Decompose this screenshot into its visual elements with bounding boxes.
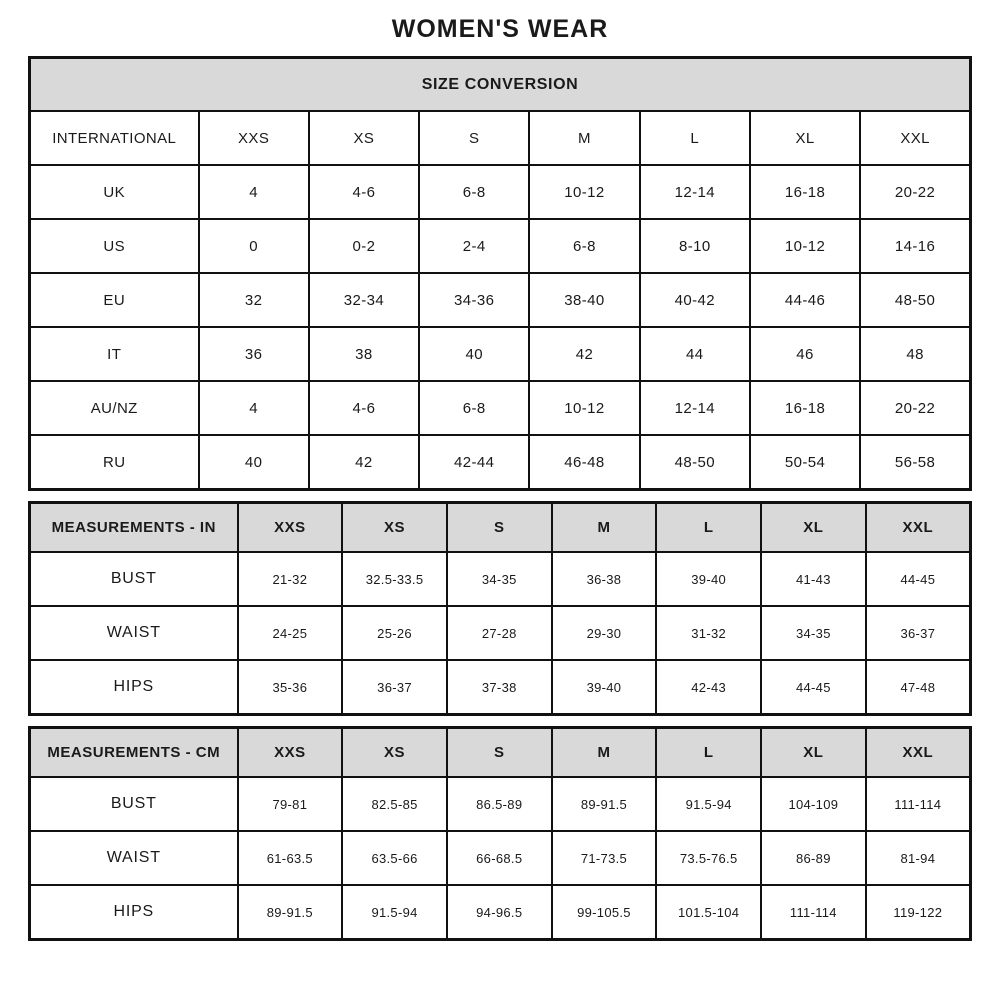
column-header-cell: INTERNATIONAL <box>30 111 199 165</box>
size-value-cell: 0-2 <box>309 219 419 273</box>
measurement-value-cell: 94-96.5 <box>447 885 552 940</box>
measurement-value-cell: 35-36 <box>238 660 343 715</box>
measurement-value-cell: 111-114 <box>761 885 866 940</box>
region-label: EU <box>30 273 199 327</box>
measurements-in-header-row <box>30 503 971 553</box>
measurement-value-cell: 101.5-104 <box>656 885 761 940</box>
size-value-cell: 40 <box>419 327 529 381</box>
measurement-value-cell: 63.5-66 <box>342 831 447 885</box>
size-conversion-table <box>28 56 972 491</box>
column-header-cell: XS <box>342 728 447 778</box>
size-value-cell: 6-8 <box>419 165 529 219</box>
size-value-cell: 16-18 <box>750 381 860 435</box>
measurements-cm-table <box>28 726 972 941</box>
row-us <box>30 219 971 273</box>
measurement-value-cell: 73.5-76.5 <box>656 831 761 885</box>
measurement-value-cell: 82.5-85 <box>342 777 447 831</box>
size-value-cell: 32-34 <box>309 273 419 327</box>
measurement-value-cell: 41-43 <box>761 552 866 606</box>
measurement-value-cell: 119-122 <box>866 885 971 940</box>
column-header-cell: L <box>656 503 761 553</box>
row-hips-cm <box>30 885 971 940</box>
measurement-value-cell: 71-73.5 <box>552 831 657 885</box>
measurement-value-cell: 24-25 <box>238 606 343 660</box>
size-value-cell: 12-14 <box>640 381 750 435</box>
measurement-label: WAIST <box>30 831 238 885</box>
column-header-cell: S <box>419 111 529 165</box>
row-aunz <box>30 381 971 435</box>
column-header-cell: M <box>552 728 657 778</box>
measurement-value-cell: 81-94 <box>866 831 971 885</box>
size-conversion-header-row <box>30 111 971 165</box>
size-value-cell: 10-12 <box>529 165 639 219</box>
measurement-value-cell: 86-89 <box>761 831 866 885</box>
measurement-value-cell: 39-40 <box>656 552 761 606</box>
measurements-in-header-cell: MEASUREMENTS - IN <box>30 503 238 553</box>
row-bust-cm <box>30 777 971 831</box>
column-header-cell: XXL <box>860 111 970 165</box>
size-value-cell: 42-44 <box>419 435 529 490</box>
measurement-value-cell: 86.5-89 <box>447 777 552 831</box>
measurement-value-cell: 61-63.5 <box>238 831 343 885</box>
measurement-value-cell: 99-105.5 <box>552 885 657 940</box>
size-value-cell: 44 <box>640 327 750 381</box>
measurement-value-cell: 44-45 <box>761 660 866 715</box>
size-value-cell: 46 <box>750 327 860 381</box>
measurement-value-cell: 111-114 <box>866 777 971 831</box>
region-label: AU/NZ <box>30 381 199 435</box>
size-value-cell: 42 <box>309 435 419 490</box>
size-value-cell: 12-14 <box>640 165 750 219</box>
size-value-cell: 38-40 <box>529 273 639 327</box>
measurement-value-cell: 44-45 <box>866 552 971 606</box>
size-value-cell: 4 <box>199 381 309 435</box>
measurement-value-cell: 79-81 <box>238 777 343 831</box>
region-label: US <box>30 219 199 273</box>
size-value-cell: 0 <box>199 219 309 273</box>
measurement-value-cell: 104-109 <box>761 777 866 831</box>
region-label: IT <box>30 327 199 381</box>
size-value-cell: 4-6 <box>309 381 419 435</box>
measurement-value-cell: 27-28 <box>447 606 552 660</box>
column-header-cell: L <box>640 111 750 165</box>
column-header-cell: XXS <box>238 728 343 778</box>
region-label: UK <box>30 165 199 219</box>
size-value-cell: 48-50 <box>860 273 970 327</box>
size-value-cell: 50-54 <box>750 435 860 490</box>
row-it <box>30 327 971 381</box>
size-value-cell: 20-22 <box>860 381 970 435</box>
size-value-cell: 2-4 <box>419 219 529 273</box>
row-hips-in <box>30 660 971 715</box>
column-header-cell: XS <box>309 111 419 165</box>
row-waist-cm <box>30 831 971 885</box>
size-value-cell: 4 <box>199 165 309 219</box>
measurements-cm-header-cell: MEASUREMENTS - CM <box>30 728 238 778</box>
size-value-cell: 6-8 <box>419 381 529 435</box>
column-header-cell: XXS <box>199 111 309 165</box>
column-header-cell: M <box>552 503 657 553</box>
measurement-value-cell: 89-91.5 <box>238 885 343 940</box>
column-header-cell: XL <box>761 728 866 778</box>
column-header-cell: S <box>447 503 552 553</box>
row-ru <box>30 435 971 490</box>
measurement-value-cell: 34-35 <box>447 552 552 606</box>
row-waist-in <box>30 606 971 660</box>
column-header-cell: XS <box>342 503 447 553</box>
size-value-cell: 32 <box>199 273 309 327</box>
column-header-cell: S <box>447 728 552 778</box>
size-value-cell: 34-36 <box>419 273 529 327</box>
size-value-cell: 4-6 <box>309 165 419 219</box>
measurement-value-cell: 21-32 <box>238 552 343 606</box>
measurement-label: BUST <box>30 552 238 606</box>
measurement-value-cell: 66-68.5 <box>447 831 552 885</box>
size-value-cell: 44-46 <box>750 273 860 327</box>
size-conversion-banner: SIZE CONVERSION <box>30 58 971 112</box>
size-value-cell: 40 <box>199 435 309 490</box>
column-header-cell: XXL <box>866 728 971 778</box>
measurements-in-table <box>28 501 972 716</box>
size-value-cell: 42 <box>529 327 639 381</box>
size-value-cell: 40-42 <box>640 273 750 327</box>
measurement-value-cell: 29-30 <box>552 606 657 660</box>
measurement-value-cell: 36-37 <box>342 660 447 715</box>
size-value-cell: 46-48 <box>529 435 639 490</box>
measurement-label: WAIST <box>30 606 238 660</box>
measurement-label: HIPS <box>30 660 238 715</box>
measurement-value-cell: 36-38 <box>552 552 657 606</box>
size-value-cell: 14-16 <box>860 219 970 273</box>
measurement-value-cell: 42-43 <box>656 660 761 715</box>
row-uk <box>30 165 971 219</box>
measurement-value-cell: 37-38 <box>447 660 552 715</box>
measurement-value-cell: 39-40 <box>552 660 657 715</box>
column-header-cell: XL <box>750 111 860 165</box>
size-value-cell: 48-50 <box>640 435 750 490</box>
size-value-cell: 10-12 <box>750 219 860 273</box>
size-value-cell: 56-58 <box>860 435 970 490</box>
measurement-value-cell: 25-26 <box>342 606 447 660</box>
region-label: RU <box>30 435 199 490</box>
measurement-value-cell: 36-37 <box>866 606 971 660</box>
size-value-cell: 16-18 <box>750 165 860 219</box>
measurement-value-cell: 89-91.5 <box>552 777 657 831</box>
measurement-label: BUST <box>30 777 238 831</box>
size-value-cell: 48 <box>860 327 970 381</box>
measurements-cm-header-row <box>30 728 971 778</box>
measurement-value-cell: 32.5-33.5 <box>342 552 447 606</box>
size-value-cell: 20-22 <box>860 165 970 219</box>
size-conversion-banner-row <box>30 58 971 112</box>
column-header-cell: L <box>656 728 761 778</box>
size-value-cell: 10-12 <box>529 381 639 435</box>
column-header-cell: XXS <box>238 503 343 553</box>
measurement-value-cell: 34-35 <box>761 606 866 660</box>
size-value-cell: 38 <box>309 327 419 381</box>
size-value-cell: 6-8 <box>529 219 639 273</box>
measurement-value-cell: 31-32 <box>656 606 761 660</box>
measurement-value-cell: 91.5-94 <box>342 885 447 940</box>
size-value-cell: 8-10 <box>640 219 750 273</box>
column-header-cell: M <box>529 111 639 165</box>
row-eu <box>30 273 971 327</box>
measurement-label: HIPS <box>30 885 238 940</box>
row-bust-in <box>30 552 971 606</box>
measurement-value-cell: 47-48 <box>866 660 971 715</box>
column-header-cell: XXL <box>866 503 971 553</box>
size-value-cell: 36 <box>199 327 309 381</box>
column-header-cell: XL <box>761 503 866 553</box>
measurement-value-cell: 91.5-94 <box>656 777 761 831</box>
page-title: WOMEN'S WEAR <box>391 15 609 43</box>
